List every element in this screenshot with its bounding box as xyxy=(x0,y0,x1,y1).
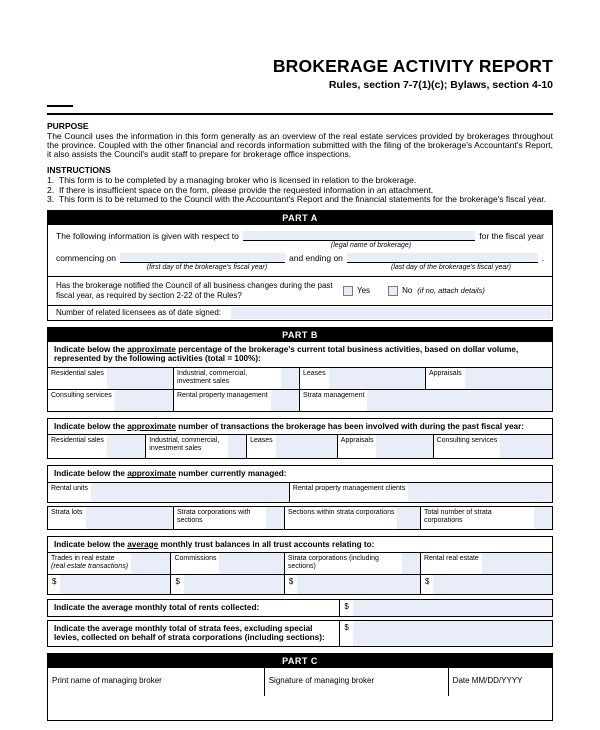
fiscal-end-input[interactable] xyxy=(347,253,538,263)
field-label: Print name of managing broker xyxy=(52,675,162,685)
underlined-word: approximate xyxy=(127,469,176,479)
yes-checkbox[interactable] xyxy=(343,286,353,296)
underlined-word: approximate xyxy=(127,421,176,431)
form-content xyxy=(47,0,553,721)
purpose-body: The Council uses the information in this form generally as an overview of the real estate services provided by brokerages throughout the province. Coupled with the other financial and records information submitted with the filing of the brokerage's Accountant's Report, it also assists the Council's audit staff to prepare for brokerage office inspections. xyxy=(47,131,553,159)
part-c-title: PART C xyxy=(282,655,318,666)
licensees-label: Number of related licensees as of date signed: xyxy=(56,307,221,317)
part-a-section xyxy=(47,225,553,321)
business-changes-question: Has the brokerage notified the Council of all business changes during the past fiscal year, as required by section 2-22 of the Rules? xyxy=(56,280,333,300)
part-b-bar xyxy=(47,327,553,342)
form-title: BROKERAGE ACTIVITY REPORT xyxy=(272,56,553,76)
rental-units-input[interactable] xyxy=(91,483,289,502)
managing-broker-name-field[interactable] xyxy=(48,668,265,696)
field-label: Date MM/DD/YYYY xyxy=(452,675,523,685)
leases-txn-input[interactable] xyxy=(276,435,337,458)
field-label: Trades in real estate (real estate transactions) xyxy=(51,555,129,571)
no-label: No xyxy=(402,286,413,296)
leases-pct-input[interactable] xyxy=(329,368,425,389)
cell-industrial-pct xyxy=(174,368,300,389)
legal-name-caption: (legal name of brokerage) xyxy=(330,241,412,249)
cell-strata-lots xyxy=(48,507,174,529)
cell-trust-trades xyxy=(48,553,171,574)
managing-broker-signature-field[interactable] xyxy=(265,668,449,696)
q6-amount-cell xyxy=(340,621,552,646)
cell-consulting-txn xyxy=(434,435,552,458)
trust-strata-input[interactable] xyxy=(402,553,420,574)
part-c-fields-row xyxy=(48,668,552,696)
instruction-item xyxy=(47,195,553,205)
cell-trust-rental-amount xyxy=(421,575,552,594)
business-changes-question-row xyxy=(48,276,552,305)
field-label: Strata management xyxy=(303,391,365,399)
field-label: Industrial, commercial, investment sales xyxy=(177,369,248,385)
field-label: Total number of strata corporations xyxy=(423,508,492,524)
trust-trades-input[interactable] xyxy=(131,553,170,574)
cell-trust-trades-amount xyxy=(48,575,171,594)
dollar-sign: $ xyxy=(424,577,430,587)
cell-trust-strata-amount xyxy=(285,575,421,594)
cell-consulting-pct xyxy=(48,390,174,411)
field-label: Consulting services xyxy=(436,437,498,445)
legal-name-caption-row xyxy=(56,241,544,251)
yes-label: Yes xyxy=(357,286,371,296)
q1-fields-row-2 xyxy=(48,389,552,411)
cell-rental-mgmt-pct xyxy=(174,390,300,411)
field-label: Sections within strata corporations xyxy=(287,508,395,516)
no-checkbox[interactable] xyxy=(388,286,398,296)
form-subtitle: Rules, section 7-7(1)(c); Bylaws, section 4-10 xyxy=(328,79,553,91)
q3-fields-row-2 xyxy=(48,507,552,529)
date-field[interactable] xyxy=(449,668,552,696)
underlined-word: approximate xyxy=(127,344,176,354)
appraisals-pct-input[interactable] xyxy=(465,368,552,389)
cell-sections-within-strata xyxy=(285,507,421,529)
field-label: Residential sales xyxy=(51,437,104,445)
field-label: Appraisals xyxy=(429,369,462,377)
trust-commissions-input[interactable] xyxy=(219,553,283,574)
part-c-signature-space[interactable] xyxy=(48,696,552,720)
instruction-number: 1. xyxy=(47,175,55,185)
cell-rental-clients xyxy=(290,483,552,502)
q6-label: Indicate the average monthly total of strata fees, excluding special levies, collected on behalf of strata corporations (including sections): xyxy=(48,621,340,646)
q1-fields-row-1 xyxy=(48,367,552,389)
cell-appraisals-pct xyxy=(426,368,552,389)
q3-fields-row-1 xyxy=(48,482,552,502)
rents-collected-input[interactable] xyxy=(353,600,552,616)
commencing-label: commencing on xyxy=(56,252,117,263)
q5-row xyxy=(47,599,553,617)
instruction-text: This form is to be completed by a managing broker who is licensed in relation to the brokerage. xyxy=(59,175,417,185)
field-label: Commissions xyxy=(174,555,217,563)
field-label: Consulting services xyxy=(51,391,112,399)
strata-mgmt-pct-input[interactable] xyxy=(367,390,552,411)
field-label: Residential sales xyxy=(51,369,104,377)
instructions-heading: INSTRUCTIONS xyxy=(47,165,111,175)
field-label: Rental real estate xyxy=(423,555,479,563)
yes-no-checks xyxy=(343,286,485,296)
cell-rental-units xyxy=(48,483,290,502)
cell-leases-txn xyxy=(247,435,338,458)
part-a-fiscal-block xyxy=(48,225,552,276)
licensees-count-input[interactable] xyxy=(231,307,551,319)
cell-industrial-txn xyxy=(146,435,247,458)
q2-fields-row xyxy=(48,434,552,458)
instruction-number: 2. xyxy=(47,184,55,195)
respect-prefix: The following information is given with respect to xyxy=(56,230,239,241)
q4-instruction: Indicate below the average monthly trust balances in all trust accounts relating to: xyxy=(54,539,375,549)
part-a-bar xyxy=(47,210,553,225)
field-sublabel: (real estate transactions) xyxy=(51,563,129,571)
fiscal-captions-row xyxy=(56,263,544,273)
cell-strata-mgmt-pct xyxy=(300,390,552,411)
field-label: Rental property management clients xyxy=(292,484,406,492)
q5-label: Indicate the average monthly total of rents collected: xyxy=(48,600,340,616)
dollar-sign: $ xyxy=(175,577,180,587)
trust-strata-amount-input[interactable] xyxy=(297,575,420,594)
part-b-title: PART B xyxy=(282,329,318,340)
cell-residential-sales-txn xyxy=(48,435,146,458)
field-label: Leases xyxy=(250,437,273,445)
dollar-sign: $ xyxy=(52,577,57,587)
ending-label: and ending on xyxy=(289,252,343,263)
field-label: Leases xyxy=(303,369,326,377)
respect-line xyxy=(56,231,544,241)
field-label: Strata lots xyxy=(51,508,83,516)
related-licensees-row xyxy=(48,305,552,320)
q5-amount-cell xyxy=(340,600,552,616)
cell-trust-commissions xyxy=(171,553,284,574)
q2-table xyxy=(47,418,553,460)
field-label: Strata corporations with sections xyxy=(177,508,251,524)
underlined-word: average xyxy=(127,539,159,549)
cell-appraisals-txn xyxy=(338,435,434,458)
field-label: Industrial, commercial, investment sales xyxy=(149,437,220,453)
instruction-number: 3. xyxy=(47,194,55,205)
strata-fees-input[interactable] xyxy=(353,621,552,646)
respect-suffix: for the fiscal year xyxy=(479,230,544,241)
sentence-end: . xyxy=(541,252,544,263)
form-header xyxy=(47,56,553,91)
header-tick-line xyxy=(47,105,73,107)
q3-table xyxy=(47,465,553,503)
field-label: Rental units xyxy=(51,484,88,492)
field-label: Strata corporations (including sections) xyxy=(287,555,379,571)
q4-labels-row xyxy=(48,552,552,574)
consulting-txn-input[interactable] xyxy=(500,435,552,458)
consulting-pct-input[interactable] xyxy=(115,390,173,411)
q3-instruction: Indicate below the approximate number currently managed: xyxy=(54,469,287,479)
fiscal-dates-line xyxy=(56,253,544,263)
total-strata-input[interactable] xyxy=(534,507,552,529)
cell-strata-with-sections xyxy=(174,507,285,529)
q6-row xyxy=(47,620,553,647)
dollar-sign: $ xyxy=(344,602,349,612)
cell-total-strata xyxy=(421,507,552,529)
q1-table xyxy=(47,342,553,412)
header-rule xyxy=(47,113,553,115)
rental-mgmt-pct-input[interactable] xyxy=(271,390,299,411)
purpose-heading: PURPOSE xyxy=(47,121,89,131)
brokerage-name-input[interactable] xyxy=(243,231,475,241)
trust-commissions-amount-input[interactable] xyxy=(184,575,284,594)
sections-within-strata-input[interactable] xyxy=(397,507,419,529)
dollar-sign: $ xyxy=(288,577,294,587)
cell-trust-strata xyxy=(285,553,421,574)
industrial-txn-input[interactable] xyxy=(228,435,246,458)
field-label: Rental property management xyxy=(177,391,268,399)
fiscal-start-input[interactable] xyxy=(120,253,285,263)
appraisals-txn-input[interactable] xyxy=(376,435,432,458)
industrial-pct-input[interactable] xyxy=(281,368,299,389)
q2-instruction: Indicate below the approximate number of transactions the brokerage has been involved with during the past fiscal year: xyxy=(54,421,524,431)
instruction-text: This form is to be returned to the Council with the Accountant's Report and the financial statements for the brokerage's fiscal year. xyxy=(59,194,547,205)
instruction-text: If there is insufficient space on the form, please provide the requested information in an attachment. xyxy=(59,184,434,195)
trust-rental-amount-input[interactable] xyxy=(433,575,552,594)
part-a-title: PART A xyxy=(282,212,318,223)
instructions-list xyxy=(47,176,553,205)
first-day-caption: (first day of the brokerage's fiscal year) xyxy=(146,263,268,271)
trust-rental-input[interactable] xyxy=(482,553,552,574)
rental-clients-input[interactable] xyxy=(408,483,552,502)
q3-table-2 xyxy=(47,506,553,530)
part-c-section xyxy=(47,668,553,721)
cell-leases-pct xyxy=(300,368,426,389)
residential-sales-pct-input[interactable] xyxy=(107,368,173,389)
no-note: (if no, attach details) xyxy=(417,286,485,296)
trust-trades-amount-input[interactable] xyxy=(60,575,170,594)
part-c-bar xyxy=(47,653,553,668)
cell-trust-commissions-amount xyxy=(171,575,284,594)
cell-trust-rental xyxy=(421,553,552,574)
field-label: Appraisals xyxy=(340,437,374,445)
last-day-caption: (last day of the brokerage's fiscal year) xyxy=(390,263,511,271)
cell-residential-sales-pct xyxy=(48,368,174,389)
strata-lots-input[interactable] xyxy=(86,507,173,529)
q4-amounts-row xyxy=(48,574,552,594)
residential-sales-txn-input[interactable] xyxy=(107,435,145,458)
strata-with-sections-input[interactable] xyxy=(266,507,284,529)
field-label: Signature of managing broker xyxy=(268,675,375,685)
q4-table xyxy=(47,536,553,596)
q1-instruction: Indicate below the approximate percentage of the brokerage's current total business activities, based on dollar volume, represented by the following activities (total = 100%): xyxy=(54,344,519,364)
dollar-sign: $ xyxy=(344,622,349,632)
